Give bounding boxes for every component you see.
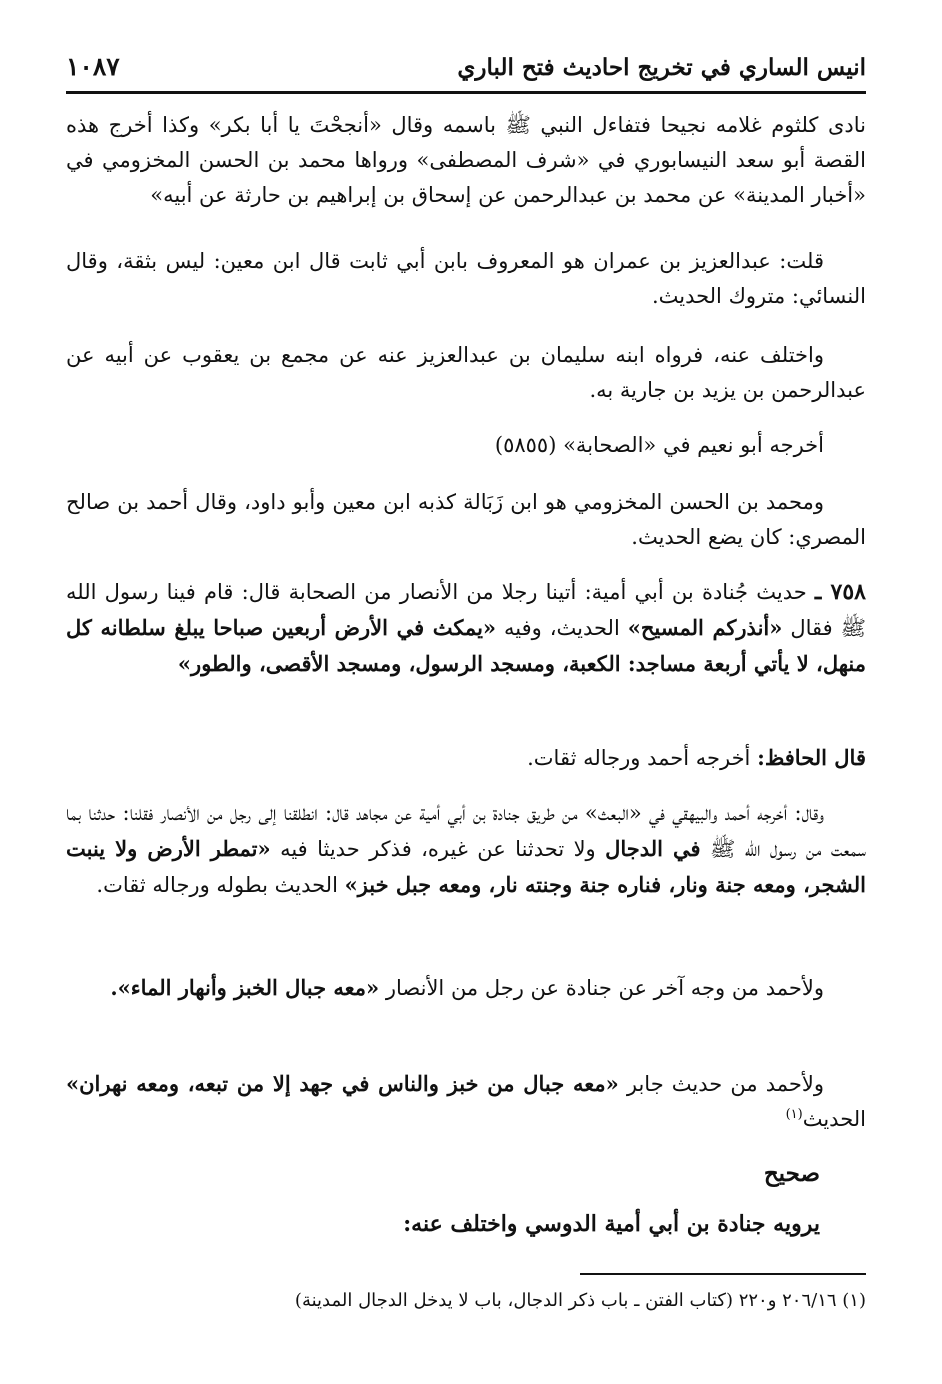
- narration-heading: يرويه جنادة بن أبي أمية الدوسي واختلف عنه:: [403, 1211, 820, 1237]
- footnote-marker: (١): [785, 1107, 803, 1122]
- paragraph-abu-nuaym: أخرجه أبو نعيم في «الصحابة» (٥٨٥٥): [494, 433, 824, 457]
- paragraph-jabir: [66, 1066, 866, 1137]
- hadith-text-b: الحديث، وفيه: [496, 616, 628, 640]
- hadith-758: [66, 575, 866, 682]
- running-header: [66, 48, 866, 90]
- bayhaqi-bold-b: «تمطر الأرض ولا ينبت الشجر، ومعه جنة ونار، فناره جنة وجنته نار، ومعه جبل خبز»: [66, 836, 866, 897]
- hadith-quote-b: «يمكث في الأرض أربعين صباحا يبلغ سلطانه كل منهل، لا يأتي أربعة مساجد: الكعبة، ومسجد الرسول، ومسجد الأقصى، والطور»: [66, 615, 866, 676]
- header-divider: [66, 91, 866, 94]
- footnote-1: (١) ٢٠٦/١٦ و٢٢٠ (كتاب الفتن ـ باب ذكر الدجال، باب لا يدخل الدجال المدينة): [294, 1290, 866, 1311]
- paragraph-ahmad-junada: [66, 970, 866, 1006]
- grading-label: صحيح: [763, 1160, 820, 1187]
- bayhaqi-bold-a: في الدجال: [605, 836, 701, 861]
- jabir-quote: «معه جبال من خبز والناس في جهد إلا من تبعه، ومعه نهران»: [66, 1071, 619, 1096]
- ahmad-junada-text: ولأحمد من وجه آخر عن جنادة عن رجل من الأنصار: [379, 976, 824, 1000]
- bayhaqi-text-c: الحديث بطوله ورجاله ثقات.: [96, 873, 345, 897]
- paragraph-ikhtilaf: واختلف عنه، فرواه ابنه سليمان بن عبدالعزيز عنه عن مجمع بن يعقوب عن أبيه عن عبدالرحمن بن يزيد بن جارية به.: [66, 343, 866, 402]
- jabir-text-b: الحديث: [802, 1107, 866, 1131]
- paragraph-note-abdulaziz: قلت: عبدالعزيز بن عمران هو المعروف بابن أبي ثابت قال ابن معين: ليس بثقة، وقال النسائي: متروك الحديث.: [66, 249, 866, 308]
- hafiz-text: أخرجه أحمد ورجاله ثقات.: [527, 746, 758, 770]
- footnote-divider: [580, 1273, 866, 1275]
- hafiz-label: قال الحافظ:: [757, 745, 866, 770]
- book-title: انيس الساري في تخريج احاديث فتح الباري: [457, 54, 866, 81]
- bayhaqi-text-a: وقال: أخرجه أحمد والبيهقي في «البعث» من طريق جنادة بن أبي أمية عن مجاهد قال: انطلقنا إلى رجل من الأنصار فقلنا: حدثنا بما سمعت من رسول الله ﷺ: [66, 801, 866, 861]
- jabir-text-a: ولأحمد من حديث جابر: [618, 1072, 824, 1096]
- hadith-number: ٧٥٨ ـ: [814, 579, 866, 605]
- page-number: ١٠٨٧: [66, 52, 120, 81]
- hafiz-statement: [66, 740, 866, 776]
- paragraph-intro: نادى كلثوم غلامه نجيحا فتفاءل النبي ﷺ باسمه وقال «أنجحْتَ يا أبا بكر» وكذا أخرج هذه القصة أبو سعد النيسابوري في «شرف المصطفى» ورواها محمد بن الحسن المخزومي في «أخبار المدينة» عن محمد بن عبدالرحمن عن إسحاق بن إبراهيم بن حارثة عن أبيه»: [66, 113, 866, 207]
- paragraph-makhzumi: ومحمد بن الحسن المخزومي هو ابن زَبَالة كذبه ابن معين وأبو داود، وقال أحمد بن صالح المصري: كان يضع الحديث.: [66, 490, 866, 549]
- ahmad-junada-quote: «معه جبال الخبز وأنهار الماء».: [110, 975, 380, 1000]
- hadith-quote-a: «أنذركم المسيح»: [627, 615, 783, 640]
- hadith-text-a: حديث جُنادة بن أبي أمية: أتينا رجلا من الأنصار من الصحابة قال: قام فينا رسول الله ﷺ فقال: [66, 580, 866, 640]
- paragraph-bayhaqi: [66, 796, 866, 903]
- bayhaqi-text-b: ولا تحدثنا عن غيره، فذكر حديثا فيه: [270, 837, 606, 861]
